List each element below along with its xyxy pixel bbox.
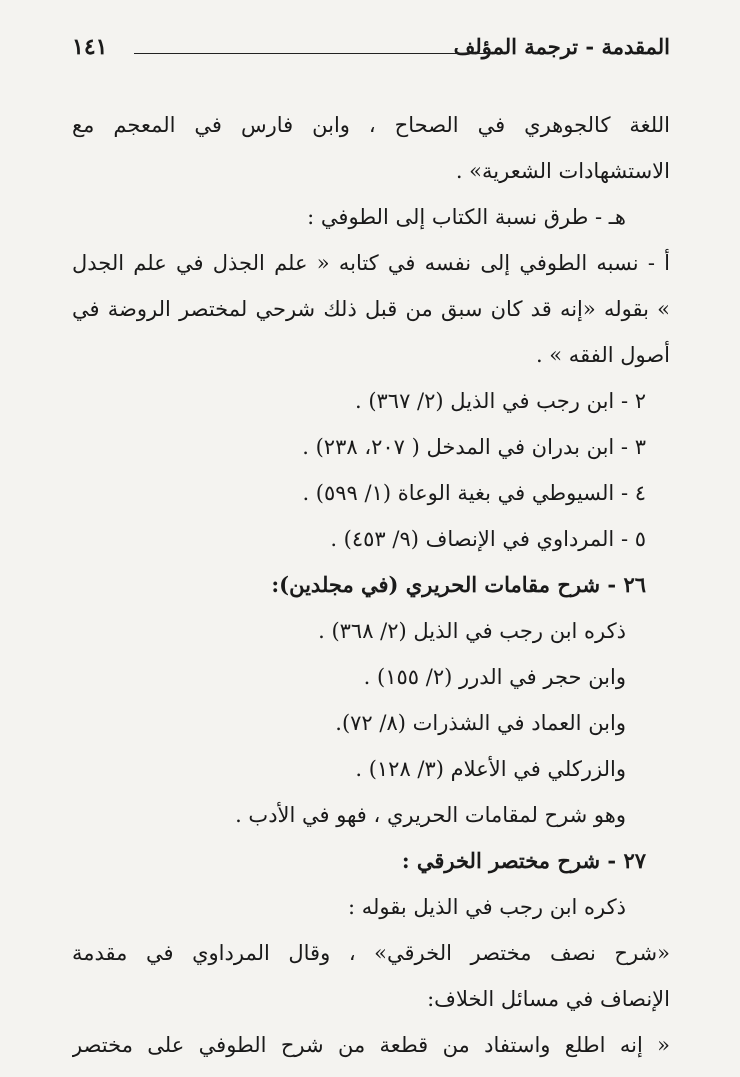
running-title: المقدمة - ترجمة المؤلف [453,34,670,59]
text-line: وابن العماد في الشذرات (٨/ ٧٢). [335,711,626,735]
text-line: ذكره ابن رجب في الذيل (٢/ ٣٦٨) . [318,619,626,643]
page-number: ١٤١ [72,34,108,60]
text-line: أ - نسبه الطوفي إلى نفسه في كتابه « علم الجذل في علم الجدل [72,251,670,275]
text-line: الاستشهادات الشعرية» . [455,159,670,183]
text-line: ذكره ابن رجب في الذيل بقوله : [348,895,626,919]
header-rule [134,53,492,54]
section-heading: هـ - طرق نسبة الكتاب إلى الطوفي : [307,205,626,229]
list-item: ٤ - السيوطي في بغية الوعاة (١/ ٥٩٩) . [302,481,646,505]
text-line: أصول الفقه » . [535,343,670,367]
list-item: ٢ - ابن رجب في الذيل (٢/ ٣٦٧) . [354,389,646,413]
list-item: ٣ - ابن بدران في المدخل ( ٢٠٧، ٢٣٨) . [302,435,646,459]
body-text [72,102,670,1068]
text-line: والزركلي في الأعلام (٣/ ١٢٨) . [355,757,626,781]
list-item: ٥ - المرداوي في الإنصاف (٩/ ٤٥٣) . [330,527,646,551]
text-line: وهو شرح لمقامات الحريري ، فهو في الأدب . [235,803,626,827]
entry-heading: ٢٧ - شرح مختصر الخرقي : [401,848,646,873]
text-line: اللغة كالجوهري في الصحاح ، وابن فارس في المعجم مع [72,113,670,137]
text-line: الإنصاف في مسائل الخلاف: [427,987,670,1011]
text-line: » بقوله «إنه قد كان سبق من قبل ذلك شرحي لمختصر الروضة في [72,297,670,321]
text-line: « إنه اطلع واستفاد من قطعة من شرح الطوفي على مختصر [72,1033,670,1057]
text-line: وابن حجر في الدرر (٢/ ١٥٥) . [363,665,626,689]
entry-heading: ٢٦ - شرح مقامات الحريري (في مجلدين): [271,572,646,597]
page-header [72,30,670,70]
text-line: «شرح نصف مختصر الخرقي» ، وقال المرداوي في مقدمة [72,941,670,965]
